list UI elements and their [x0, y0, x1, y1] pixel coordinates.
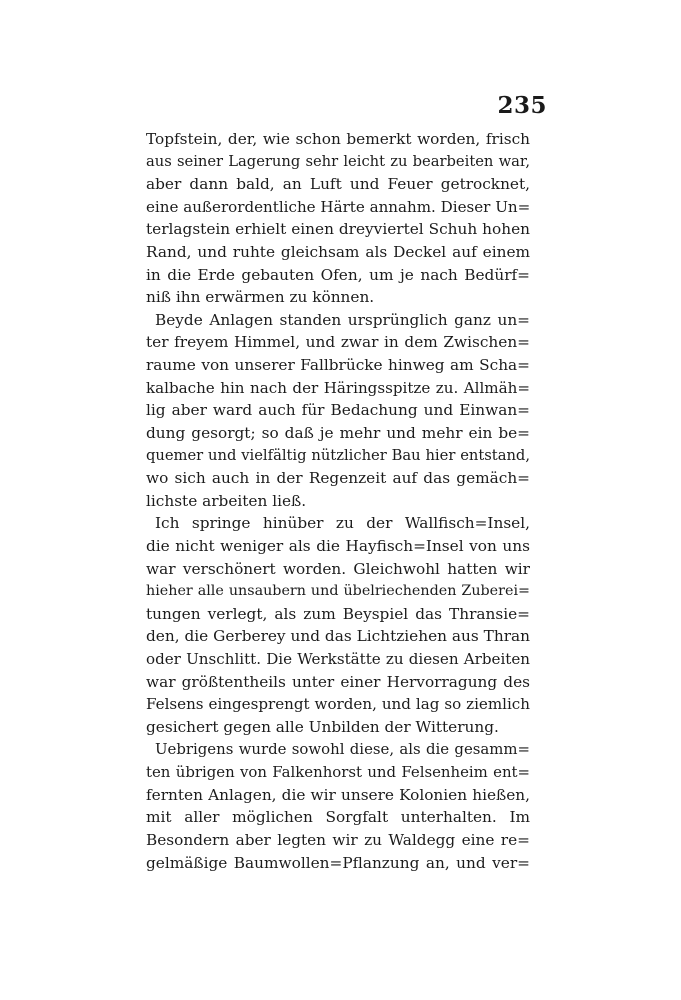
text-line: gelmäßige Baumwollen=Pflanzung an, und ver= — [146, 853, 530, 872]
text-line: raume von unserer Fallbrücke hinweg am Scha= — [146, 356, 530, 375]
text-line: hieher alle unsaubern und übelriechenden Zuberei= — [146, 583, 530, 600]
text-line: mit aller möglichen Sorgfalt unterhalten. Im — [146, 808, 530, 827]
text-line: war größtentheils unter einer Hervorragung des — [146, 672, 530, 691]
text-line: Topfstein, der, wie schon bemerkt worden, frisch — [146, 130, 530, 148]
text-line: Uebrigens wurde sowohl diese, als die gesamm= — [155, 740, 530, 759]
text-line: wo sich auch in der Regenzeit auf das gemäch= — [146, 469, 530, 488]
text-line: Rand, und ruhte gleichsam als Deckel auf einem — [146, 243, 530, 262]
text-line: quemer und vielfältig nützlicher Bau hier entstand, — [146, 446, 530, 464]
text-line: fernten Anlagen, die wir unsere Kolonien hießen, — [146, 785, 530, 804]
body-text — [146, 128, 530, 874]
text-line: dung gesorgt; so daß je mehr und mehr ein be= — [146, 423, 530, 442]
text-line: aber dann bald, an Luft und Feuer getrocknet, — [146, 175, 530, 194]
text-line: Ich springe hinüber zu der Wallfisch=Insel, — [155, 514, 530, 533]
text-line: in die Erde gebauten Ofen, um je nach Bedürf= — [146, 265, 530, 284]
text-line: oder Unschlitt. Die Werkstätte zu diesen Arbeiten — [146, 650, 530, 669]
text-line: niß ihn erwärmen zu können. — [146, 288, 375, 307]
text-line: war verschönert worden. Gleichwohl hatten wir — [146, 559, 530, 578]
text-line: Besondern aber legten wir zu Waldegg eine re= — [146, 830, 530, 849]
text-line: lichste arbeiten ließ. — [146, 491, 307, 510]
text-line: gesichert gegen alle Unbilden der Witterung. — [146, 717, 499, 736]
text-line: lig aber ward auch für Bedachung und Einwan= — [146, 401, 530, 420]
text-line: den, die Gerberey und das Lichtziehen aus Thran — [146, 627, 530, 646]
text-line: die nicht weniger als die Hayfisch=Insel von uns — [146, 536, 530, 555]
text-line: kalbache hin nach der Häringsspitze zu. Allmäh= — [146, 378, 530, 397]
text-line: tungen verlegt, als zum Beyspiel das Thransie= — [146, 604, 530, 623]
page-number: 235 — [497, 92, 547, 119]
text-line: Felsens eingesprengt worden, und lag so ziemlich — [146, 695, 530, 714]
text-line: ter freyem Himmel, und zwar in dem Zwischen= — [146, 333, 530, 352]
text-line: Beyde Anlagen standen ursprünglich ganz un= — [155, 310, 530, 329]
text-line: terlagstein erhielt einen dreyviertel Schuh hohen — [146, 220, 530, 239]
text-line: ten übrigen von Falkenhorst und Felsenheim ent= — [146, 763, 530, 782]
text-line: eine außerordentliche Härte annahm. Dieser Un= — [146, 197, 531, 216]
text-line: aus seiner Lagerung sehr leicht zu bearbeiten war, — [146, 152, 530, 170]
